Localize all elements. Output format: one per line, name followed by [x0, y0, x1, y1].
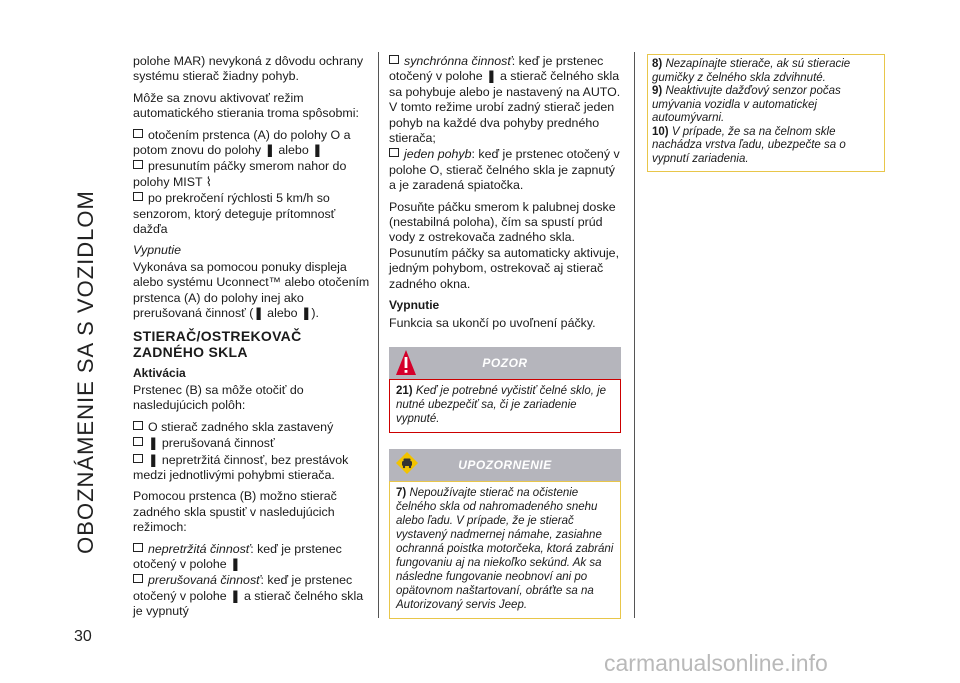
bullet-square-icon [133, 574, 143, 583]
bullet-square-icon [133, 129, 143, 138]
watermark: carmanualsonline.info [604, 650, 828, 676]
subheading-vypnutie: Vypnutie [389, 298, 440, 313]
warning-header [389, 347, 621, 379]
column-divider [634, 52, 635, 618]
bullet-item: po prekročení rýchlosti 5 km/h so senzorom, ktorý deteguje prítomnosť dažďa [133, 191, 336, 237]
bullet-square-icon [133, 437, 143, 446]
warning-title: POZOR [482, 355, 528, 370]
section-heading: STIERAČ/OSTREKOVAČ ZADNÉHO SKLA [133, 327, 302, 360]
paragraph: Môže sa znovu aktivovať režim automatického stierania troma spôsobmi: [133, 90, 359, 121]
paragraph: Pomocou prstenca (B) možno stierač zadného skla spustiť v nasledujúcich režimoch: [133, 489, 337, 535]
paragraph: Prstenec (B) sa môže otočiť do nasledujúcich polôh: [133, 382, 304, 413]
caution-header [389, 449, 621, 481]
note-item: 9) Neaktivujte dažďový senzor počas umývania vozidla v automatickej autoumývarni. [652, 85, 841, 124]
bullet-square-icon [133, 543, 143, 552]
bullet-item: presunutím páčky smerom nahor do polohy MIST ⌇ [133, 159, 347, 189]
caution-title: UPOZORNENIE [458, 457, 552, 472]
bullet-item: prerušovaná činnosť: keď je prstenec otočený v polohe ❚ a stierač čelného skla je vypnutý [133, 573, 364, 619]
notes-box [647, 54, 885, 172]
paragraph: Vykonáva sa pomocou ponuky displeja alebo systému Uconnect™ alebo otočením prstenca (A) do polohy inej ako prerušovaná činnosť (❚ alebo ❚). [133, 259, 370, 321]
bullet-square-icon [133, 192, 143, 201]
note-item: 10) V prípade, že sa na čelnom skle nachádza vrstva ľadu, ubezpečte sa o vypnutí zariadenia. [652, 125, 846, 165]
bullet-square-icon [389, 148, 399, 157]
column-1 [133, 54, 371, 621]
column-2 [389, 54, 621, 619]
page-number: 30 [74, 628, 92, 645]
paragraph: Posuňte páčku smerom k palubnej doske (nestabilná poloha), čím sa spustí prúd vody z ostrekovača zadného skla. Posunutím páčky sa automaticky aktivuje, jedným pohybom, ostrekovač aj stierač zadného okna. [389, 199, 620, 291]
bullet-item: synchrónna činnosť: keď je prstenec otočený v polohe ❚ a stierač čelného skla sa pohybuje alebo je nastavený na AUTO. V tomto režime urobí zadný stierač jeden pohyb na každé dva pohyby predného stierača; [389, 54, 621, 146]
paragraph: polohe MAR) nevykoná z dôvodu ochrany systému stierač žiadny pohyb. [133, 54, 364, 84]
column-3 [647, 54, 885, 172]
bullet-item: ❚ prerušovaná činnosť [133, 436, 371, 451]
bullet-item: jeden pohyb: keď je prstenec otočený v polohe O, stierač čelného skla je zapnutý a je zaradená spiatočka. [389, 147, 620, 193]
bullet-item: nepretržitá činnosť: keď je prstenec otočený v polohe ❚ [133, 541, 342, 571]
warning-box: 21) Keď je potrebné vyčistiť čelné sklo, je nutné ubezpečiť sa, či je zariadenie vypnuté. [389, 379, 621, 433]
bullet-item: O stierač zadného skla zastavený [133, 420, 371, 435]
caution-box: 7) Nepoužívajte stierač na očistenie čelného skla od nahromadeného snehu alebo ľadu. V prípade, že je stierač vystavený nadmernej námahe, zasiahne ochranná poistka motorčeka, ktorá zabráni fungovaniu aj na niekoľko sekúnd. Ak sa následne fungovanie neobnoví ani po opätovnom naštartovaní, obráťte sa na Autorizovaný servis Jeep. [389, 481, 621, 619]
note-item: 8) Nezapínajte stierače, ak sú stieracie gumičky z čelného skla zdvihnuté. [652, 58, 851, 84]
bullet-item: ❚ nepretržitá činnosť, bez prestávok medzi jednotlivými pohybmi stierača. [133, 452, 349, 482]
subheading-aktivacia: Aktivácia [133, 365, 186, 380]
bullet-item: otočením prstenca (A) do polohy O a potom znovu do polohy ❚ alebo ❚ [133, 127, 351, 158]
subheading-vypnutie: Vypnutie [133, 243, 181, 258]
bullet-square-icon [133, 454, 143, 463]
bullet-square-icon [389, 55, 399, 64]
bullet-square-icon [133, 421, 143, 430]
paragraph: Funkcia sa ukončí po uvoľnení páčky. [389, 315, 596, 330]
bullet-square-icon [133, 160, 143, 169]
column-divider [378, 52, 379, 618]
